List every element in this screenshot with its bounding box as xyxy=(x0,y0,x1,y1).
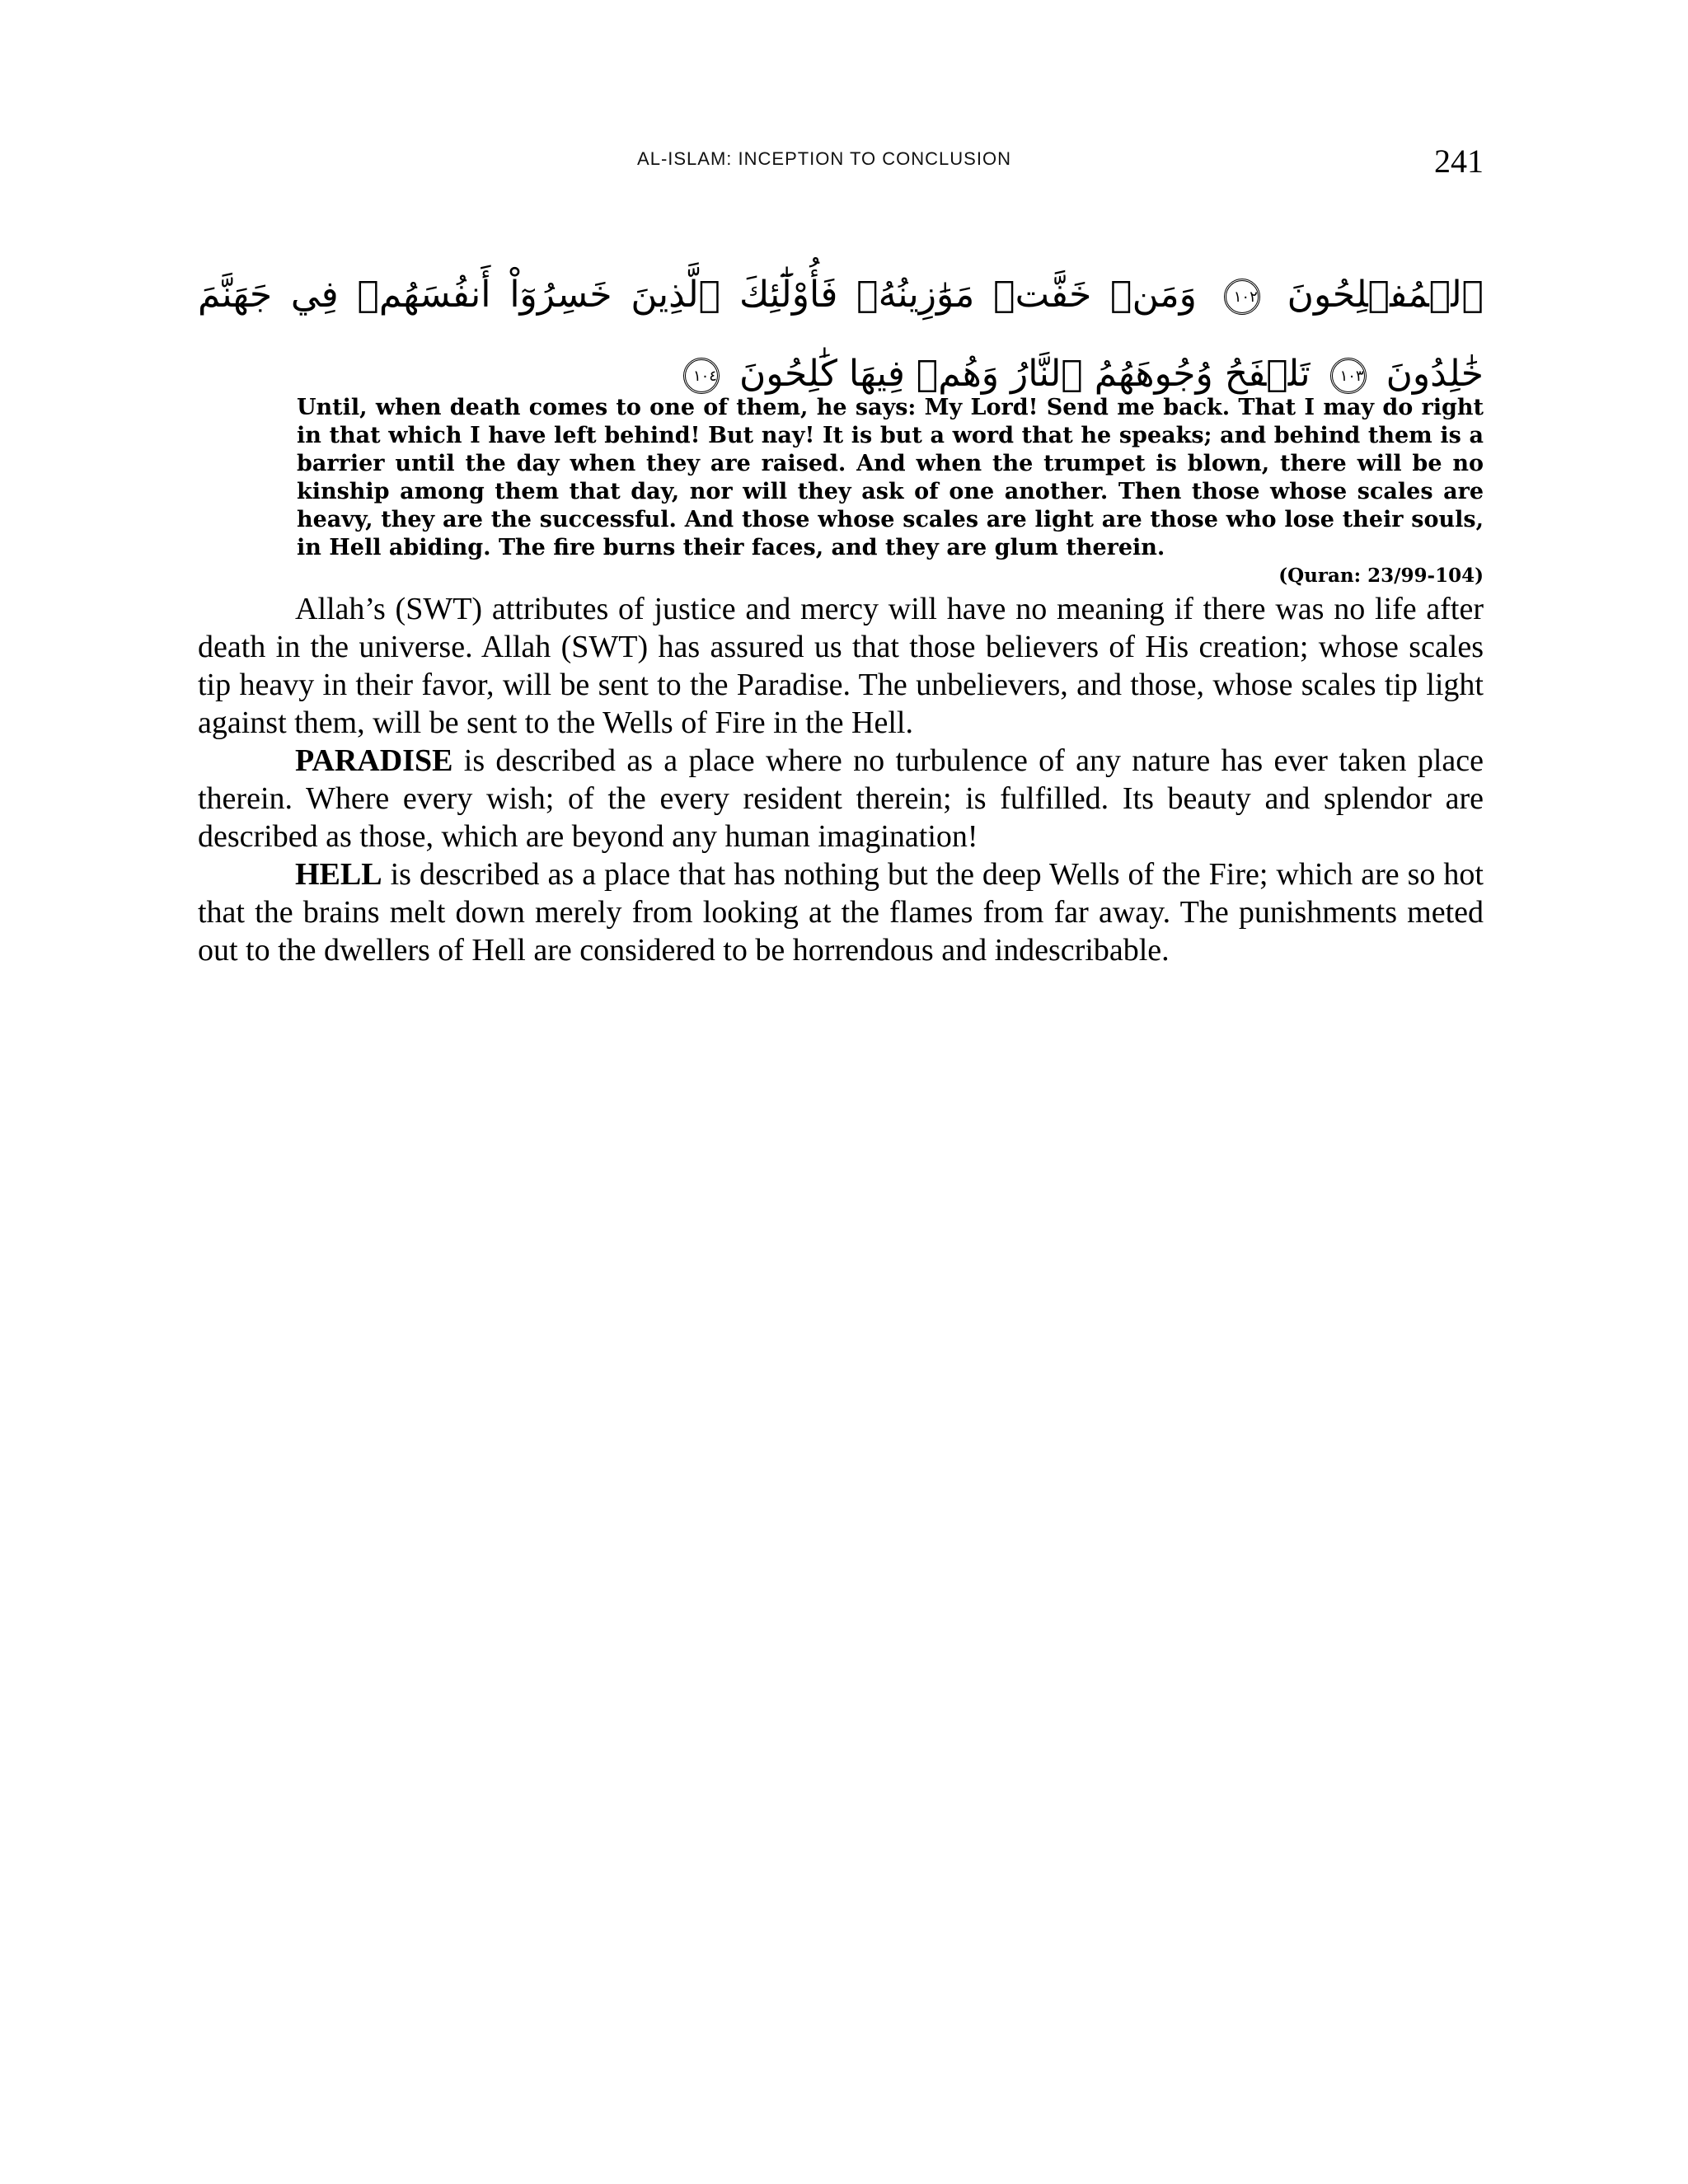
paragraph-hell xyxy=(198,855,1484,969)
arabic-verse: وَمَنۡ خَفَّتۡ مَوَٰزِينُهُۥ فَأُوْلَٰٓئِكَ ٱلَّذِينَ خَسِرُوٓاْ أَنفُسَهُمۡ فِي جَهَنَّمَ خَٰلِدُونَ xyxy=(198,274,1484,395)
paragraph-paradise xyxy=(198,742,1484,855)
paradise-description: is described as a place where no turbulence of any nature has ever taken place therein. Where every wish; of the every resident therein; is fulfilled. Its beauty and splendor are described as those, which are beyond any human imagination! xyxy=(198,743,1484,854)
quran-arabic-verses xyxy=(198,255,1484,414)
arabic-verse-fragment: كَٰلِحُونَ xyxy=(738,353,837,395)
running-header: AL-ISLAM: INCEPTION TO CONCLUSION xyxy=(637,148,1011,169)
page-number: 241 xyxy=(1434,143,1484,180)
arabic-verse: تَلۡفَحُ وُجُوهَهُمُ ٱلنَّارُ وَهُمۡ فِيهَا xyxy=(848,353,1311,395)
ayah-number-marker: ١٠٢ xyxy=(1224,279,1260,315)
hell-description: is described as a place that has nothing but the deep Wells of the Fire; which are so hot that the brains melt down merely from looking at the flames from far away. The punishments meted out to the dwellers of Hell are considered to be horrendous and indescribable. xyxy=(198,857,1484,968)
quran-citation: (Quran: 23/99-104) xyxy=(1278,565,1484,587)
verse-translation: Until, when death comes to one of them, he says: My Lord! Send me back. That I may do right in that which I have left behind! But nay! It is but a word that he speaks; and behind them is a barrier until the day when they are raised. And when the trumpet is blown, there will be no kinship among them that day, nor will they ask of one another. Then those whose scales are heavy, they are the successful. And those whose scales are light are those who lose their souls, in Hell abiding. The fire burns their faces, and they are glum therein. xyxy=(297,395,1484,560)
ayah-number-marker: ١٠٤ xyxy=(683,358,720,394)
term-paradise: PARADISE xyxy=(295,743,453,778)
arabic-verse-fragment: ٱلۡمُفۡلِحُونَ xyxy=(1287,274,1484,316)
paragraph-justice: Allah’s (SWT) attributes of justice and mercy will have no meaning if there was no life after death in the universe. Allah (SWT) has assured us that those believers of His creation; whose scales tip heavy in their favor, will be sent to the Paradise. The unbelievers, and those, whose scales tip light against them, will be sent to the Wells of Fire in the Hell. xyxy=(198,592,1484,740)
term-hell: HELL xyxy=(295,857,382,892)
ayah-number-marker: ١٠٣ xyxy=(1330,358,1367,394)
body-text xyxy=(198,590,1484,969)
